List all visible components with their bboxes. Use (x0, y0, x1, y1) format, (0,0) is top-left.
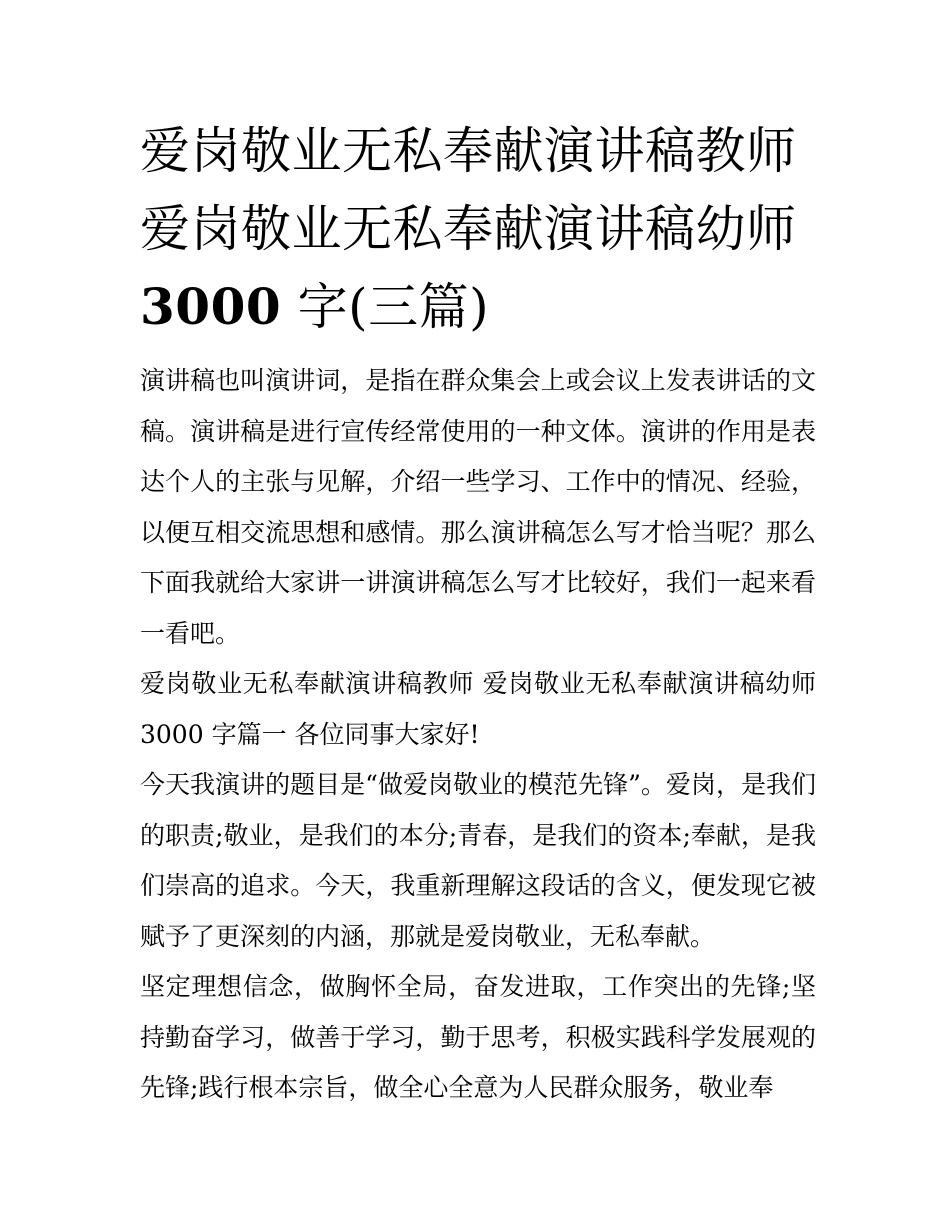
title-line-2: 爱岗敬业无私奉献演讲稿幼师 (140, 200, 797, 258)
paragraph-line: 爱岗敬业无私奉献演讲稿教师 爱岗敬业无私奉献演讲稿幼师 (140, 669, 816, 698)
paragraph-line: 一看吧。 (140, 618, 241, 648)
paragraph-line: 达个人的主张与见解，介绍一些学习、工作中的情况、经验， (140, 467, 816, 496)
paragraph (140, 356, 816, 659)
title-number: 3000 (140, 277, 282, 336)
paragraph-line: 以便互相交流思想和感情。那么演讲稿怎么写才恰当呢？那么 (140, 517, 816, 547)
document-title (140, 112, 820, 346)
paragraph (140, 659, 816, 760)
paragraph-line: 持勤奋学习，做善于学习，勤于思考，积极实践科学发展观的 (140, 1022, 816, 1052)
paragraph-line: 的职责;敬业，是我们的本分;青春，是我们的资本;奉献，是我 (140, 820, 816, 850)
paragraph-line: 们崇高的追求。今天，我重新理解这段话的含义，便发现它被 (140, 871, 816, 900)
paragraph-line: 下面我就给大家讲一讲演讲稿怎么写才比较好，我们一起来看 (140, 568, 816, 597)
title-line-3 (140, 268, 820, 346)
paragraph-line: 赋予了更深刻的内涵，那就是爱岗敬业，无私奉献。 (140, 921, 716, 951)
paragraph-line: 今天我演讲的题目是“做爱岗敬业的模范先锋”。爱岗，是我们 (140, 770, 816, 799)
paragraph-line: 演讲稿也叫演讲词，是指在群众集会上或会议上发表讲话的文 (140, 366, 816, 395)
document-body (140, 356, 816, 1114)
paragraph-line: 3000 字篇一 各位同事大家好! (140, 719, 480, 749)
paragraph (140, 962, 816, 1114)
paragraph (140, 760, 816, 962)
paragraph-line: 稿。演讲稿是进行宣传经常使用的一种文体。演讲的作用是表 (140, 416, 816, 446)
paragraph-line: 坚定理想信念，做胸怀全局，奋发进取，工作突出的先锋;坚 (140, 972, 816, 1001)
title-line-1: 爱岗敬业无私奉献演讲稿教师 (140, 122, 797, 180)
title-tail: 字(三篇) (281, 278, 490, 336)
paragraph-line: 先锋;践行根本宗旨，做全心全意为人民群众服务，敬业奉 (140, 1073, 774, 1102)
